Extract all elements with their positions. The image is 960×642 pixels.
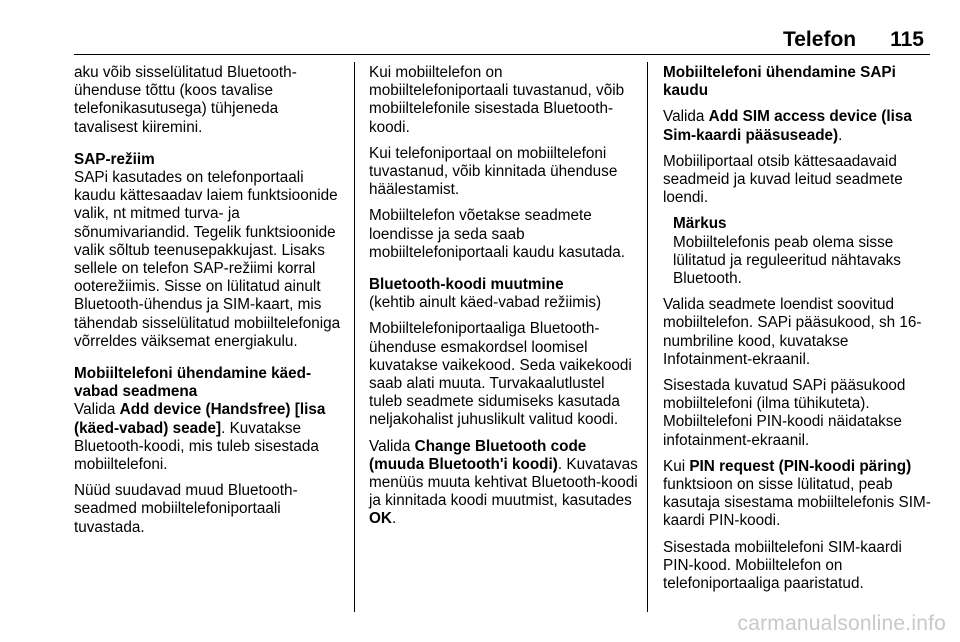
paragraph: Valida Change Bluetooth code (muuda Bluetooth'i koodi). Kuvatavas menüüs muuta kehtivat Bluetooth-koodi ja kinnitada koodi muutmist, kasutades OK. [369, 437, 638, 528]
heading-change-code: Bluetooth-koodi muutmine [369, 276, 564, 294]
note-block [663, 215, 935, 288]
paragraph: Mobiiliportaal otsib kättesaadavaid seadmeid ja kuvad leitud seadmete loendi. [663, 152, 903, 207]
paragraph: Sisestada mobiiltelefoni SIM-kaardi PIN-kood. Mobiiltelefon on telefoniportaaliga paaristatud. [663, 538, 902, 593]
column-3 [663, 64, 935, 601]
page-number: 115 [890, 28, 924, 51]
ok-label: OK [369, 510, 392, 528]
paragraph: Kui telefoniportaal on mobiiltelefoni tuvastanud, võib kinnitada ühenduse häälestamist. [369, 144, 618, 199]
page-header [783, 22, 924, 52]
paragraph: Kui PIN request (PIN-koodi päring) funktsioon on sisse lülitatud, peab kasutaja sisestama mobiiltelefonis SIM-kaardi PIN-koodi. [663, 457, 931, 530]
section-title: Telefon [782, 28, 857, 51]
watermark: carmanualsonline.info [737, 612, 946, 635]
column-1 [74, 64, 346, 545]
column-divider-2 [647, 62, 648, 612]
heading-connect-handsfree: Mobiiltelefoni ühendamine käed-vabad seadmena [74, 365, 312, 401]
paragraph: Mobiiltelefoniportaaliga Bluetooth-ühenduse esmakordsel loomisel kuvatakse vaikekood. Seda vaikekoodi saab alati muuta. Turvakaalutlustel tuleb seadmete sidumiseks kasutada neljakohalist juhuslikult valitud koodi. [369, 320, 632, 429]
paragraph [663, 64, 935, 100]
note-heading: Märkus [673, 215, 727, 233]
menu-option-change-code: Change Bluetooth code (muuda Bluetooth'i koodi) [369, 437, 587, 473]
note-text: Mobiiltelefonis peab olema sisse lülitatud ja reguleeritud nähtavaks Bluetooth. [673, 233, 901, 288]
paragraph: Nüüd suudavad muud Bluetooth-seadmed mobiiltelefoniportaali tuvastada. [74, 482, 298, 536]
paragraph: Valida seadmete loendist soovitud mobiiltelefon. SAPi pääsukood, sh 16-numbriline kood, kuvatakse Infotainment-ekraanil. [663, 296, 922, 368]
heading-sap-mode: SAP-režiim [74, 150, 155, 168]
paragraph: Mobiiltelefon võetakse seadmete loendisse ja seda saab mobiiltelefoniportaali kaudu kasutada. [369, 207, 625, 261]
paragraph: Kui mobiiltelefon on mobiiltelefoniportaali tuvastanud, võib mobiiltelefonile sisestada Bluetooth-koodi. [369, 64, 625, 136]
paragraph: Sisestada kuvatud SAPi pääsukood mobiiltelefoni (ilma tühikuteta). Mobiiltelefoni PIN-koodi näidatakse infotainment-ekraanil. [663, 377, 906, 449]
menu-option-add-device: Add device (Handsfree) [lisa (käed-vabad) seade] [74, 401, 326, 437]
column-2 [369, 64, 641, 537]
paragraph: Valida Add SIM access device (lisa Sim-kaardi pääsuseade). [663, 108, 912, 144]
paragraph-text: SAPi kasutades on telefonportaali kaudu kättesaadav laiem funktsioonide valik, nt mitmed turva- ja sõnumivariandid. Tegelik funktsioonide valik sõltub teenusepakkujast. Lisaks sellele on telefon SAP-režiimi korral ooterežiimis. Sisse on lülitatud ainult Bluetooth-ühendus ja SIM-kaart, mis tähendab sisselülitatud mobiiltelefoniga võrreldes väiksemat energiakulu. [74, 169, 341, 350]
paragraph: Bluetooth-koodi muutmine (kehtib ainult käed-vabad režiimis) [369, 276, 641, 312]
column-divider-1 [354, 62, 355, 612]
paragraph: aku võib sisselülitatud Bluetooth-ühenduse tõttu (koos tavalise telefonikasutusega) tühjeneda tavalisest kiiremini. [74, 64, 297, 136]
menu-option-add-sim: Add SIM access device (lisa Sim-kaardi pääsuseade) [663, 108, 912, 144]
heading-connect-sap: Mobiiltelefoni ühendamine SAPi kaudu [663, 64, 896, 100]
paragraph [74, 151, 346, 351]
header-rule [74, 54, 930, 55]
menu-option-pin-request: PIN request (PIN-koodi päring) [689, 457, 912, 475]
paragraph: Mobiiltelefoni ühendamine käed-vabad seadmena Valida Add device (Handsfree) [lisa (käed-vabad) seade]. Kuvatakse Bluetooth-koodi, mis tuleb sisestada mobiiltelefoni. [74, 365, 346, 474]
